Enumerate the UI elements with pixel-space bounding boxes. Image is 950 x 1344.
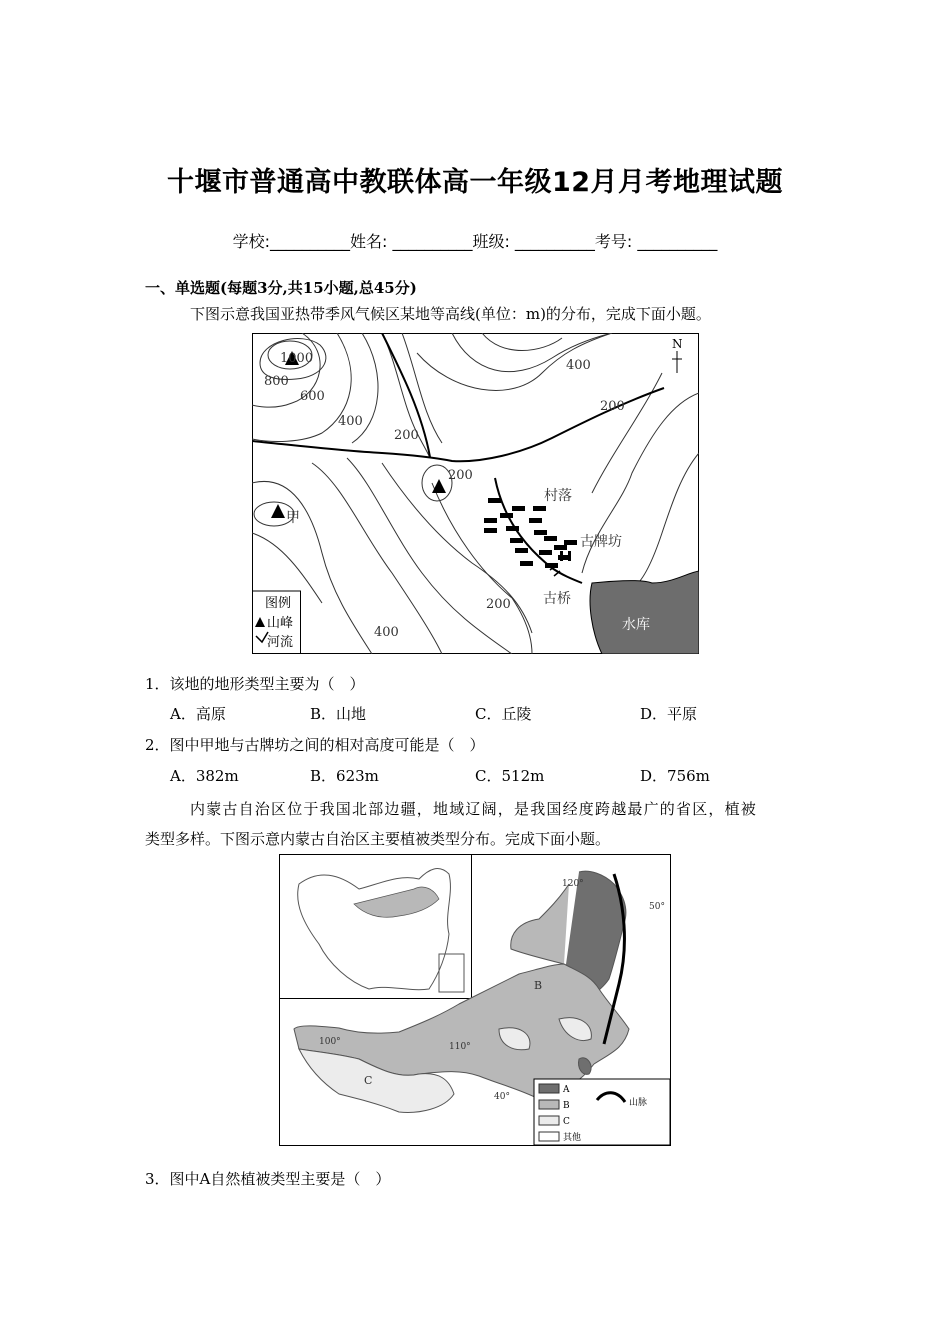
svg-text:50°: 50° bbox=[649, 902, 665, 912]
contour-label: 200 bbox=[448, 468, 473, 483]
section-2-intro-line-2: 类型多样。下图示意内蒙古自治区主要植被类型分布。完成下面小题。 bbox=[145, 830, 611, 848]
contour-label: 800 bbox=[264, 374, 289, 389]
svg-text:40°: 40° bbox=[494, 1092, 510, 1102]
student-info-line: 学校:__________姓名: __________班级: __________考号: __________ bbox=[232, 232, 718, 251]
svg-text:A: A bbox=[563, 1085, 570, 1095]
vegetation-legend bbox=[534, 1079, 670, 1145]
bridge-label: 古桥 bbox=[543, 591, 571, 607]
page-title: 十堰市普通高中教联体高一年级12月月考地理试题 bbox=[166, 167, 784, 198]
option[interactable]: A．382m bbox=[170, 767, 239, 785]
contour-label: 200 bbox=[394, 428, 419, 443]
section-2-intro-line-1: 内蒙古自治区位于我国北部边疆，地域辽阔，是我国经度跨越最广的省区，植被 bbox=[190, 800, 758, 818]
svg-text:图例: 图例 bbox=[265, 596, 292, 611]
svg-text:110°: 110° bbox=[449, 1042, 471, 1052]
contour-label: 400 bbox=[374, 625, 399, 640]
village-label: 村落 bbox=[544, 488, 572, 504]
option[interactable]: B．山地 bbox=[310, 705, 367, 723]
svg-text:120°: 120° bbox=[562, 879, 584, 889]
svg-text:山峰: 山峰 bbox=[267, 616, 294, 631]
contour-label: 600 bbox=[300, 389, 325, 404]
svg-text:C: C bbox=[364, 1074, 373, 1087]
vegetation-map bbox=[279, 854, 671, 1146]
contour-label: 200 bbox=[600, 399, 625, 414]
question-2-stem: 2．图中甲地与古牌坊之间的相对高度可能是（ ） bbox=[145, 736, 485, 754]
option[interactable]: C．512m bbox=[475, 767, 545, 785]
arch-label: 古牌坊 bbox=[580, 534, 622, 550]
contour-label: 1000 bbox=[280, 351, 314, 366]
svg-text:河流: 河流 bbox=[267, 635, 294, 650]
china-inset-map bbox=[280, 855, 472, 999]
option[interactable]: A．高原 bbox=[170, 705, 226, 723]
contour-label: 200 bbox=[486, 597, 511, 612]
reservoir-label: 水库 bbox=[622, 617, 650, 633]
svg-text:其他: 其他 bbox=[563, 1133, 582, 1143]
option[interactable]: B．623m bbox=[310, 767, 379, 785]
svg-text:山脉: 山脉 bbox=[629, 1098, 648, 1108]
question-3-stem: 3．图中A自然植被类型主要是（ ） bbox=[145, 1170, 391, 1188]
svg-text:100°: 100° bbox=[319, 1037, 341, 1047]
svg-text:B: B bbox=[563, 1101, 570, 1111]
svg-text:N: N bbox=[672, 337, 683, 351]
map-legend bbox=[253, 591, 301, 654]
section-heading: 一、单选题(每题3分,共15小题,总45分) bbox=[145, 279, 417, 297]
option[interactable]: D．756m bbox=[640, 767, 710, 785]
contour-label: 400 bbox=[338, 414, 363, 429]
svg-text:C: C bbox=[563, 1117, 570, 1127]
question-1-stem: 1．该地的地形类型主要为（ ） bbox=[145, 675, 365, 693]
contour-label: 400 bbox=[566, 358, 591, 373]
svg-text:B: B bbox=[534, 979, 543, 992]
contour-map bbox=[252, 333, 699, 654]
option[interactable]: D．平原 bbox=[640, 705, 698, 723]
point-jia-label: 甲 bbox=[286, 510, 300, 526]
section-intro: 下图示意我国亚热带季风气候区某地等高线(单位：m)的分布，完成下面小题。 bbox=[190, 305, 711, 323]
option[interactable]: C．丘陵 bbox=[475, 705, 532, 723]
